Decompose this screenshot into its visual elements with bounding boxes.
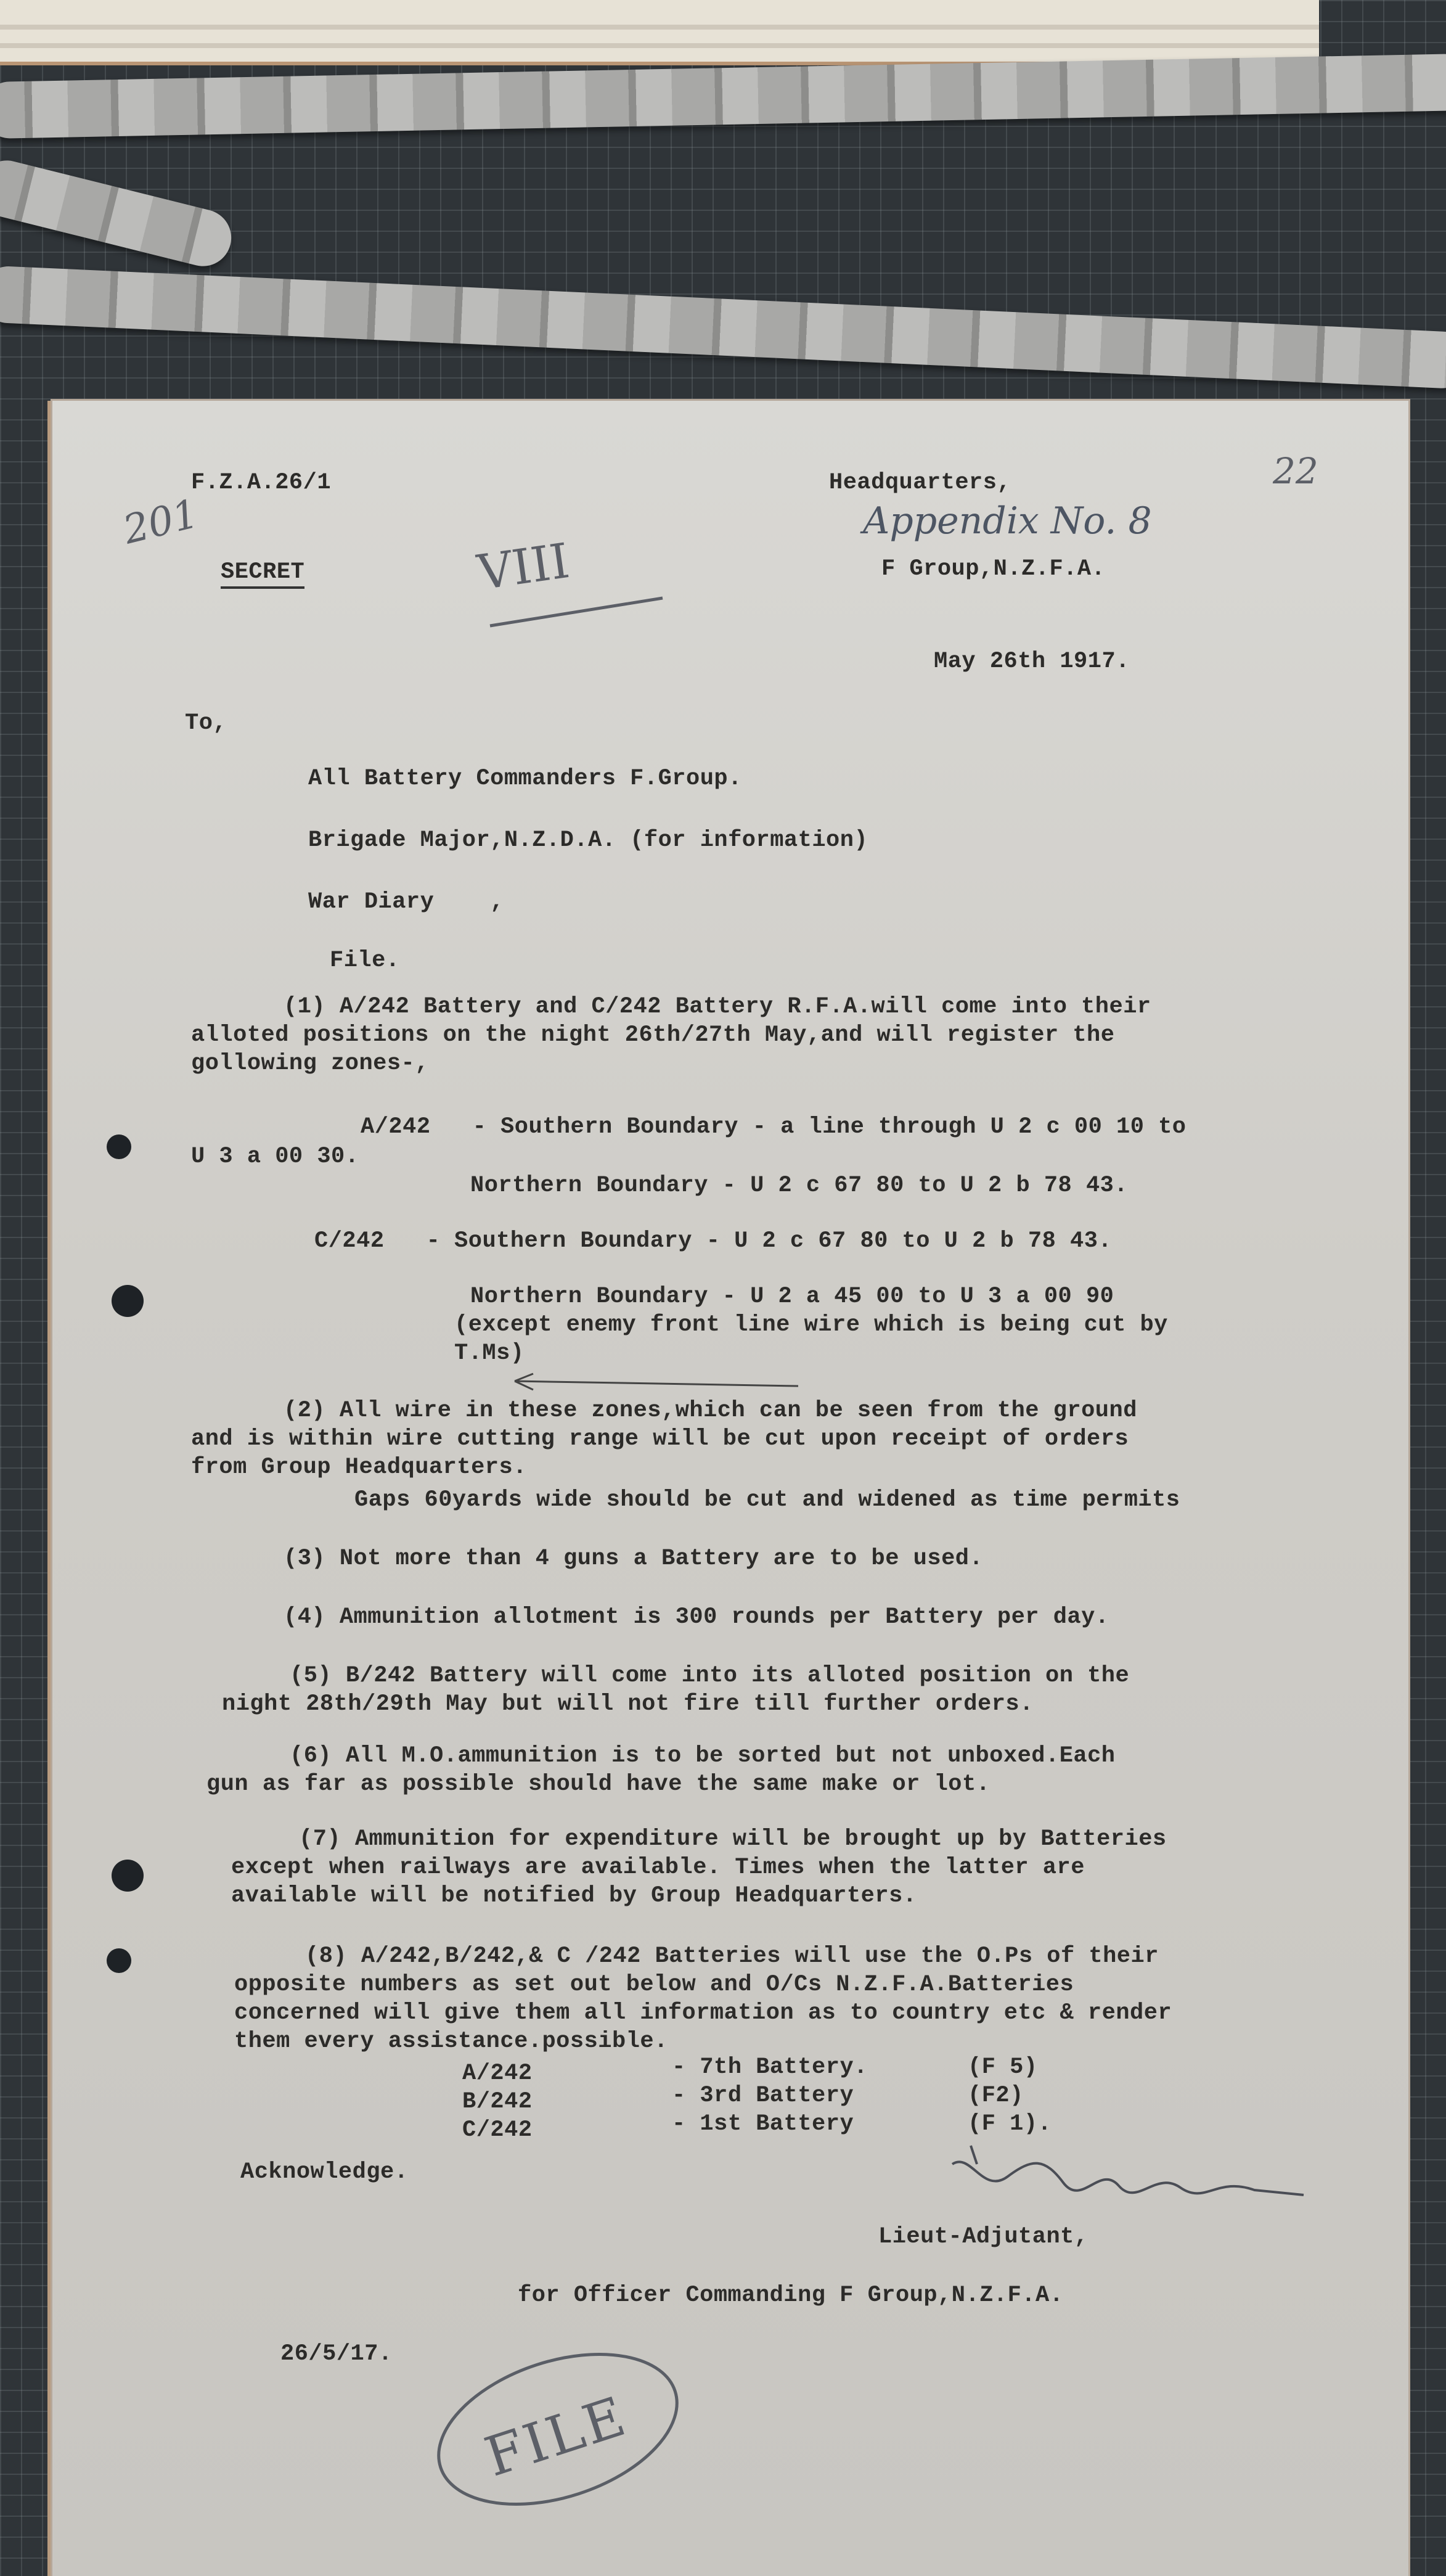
para-5-line: night 28th/29th May but will not fire till further orders. <box>222 1691 1034 1717</box>
zone-line: Northern Boundary - U 2 c 67 80 to U 2 b 78 43. <box>470 1173 1129 1199</box>
acknowledge: Acknowledge. <box>240 2159 409 2185</box>
para-2-line: from Group Headquarters. <box>191 1454 527 1480</box>
page-number: 22 <box>1273 450 1318 492</box>
op-table-nz-battery: - 7th Battery. <box>672 2054 868 2080</box>
binding-cord <box>0 54 1446 139</box>
punch-hole <box>107 1948 131 1973</box>
para-8-line: concerned will give them all information as to country etc & render <box>234 2000 1172 2026</box>
para-3: (3) Not more than 4 guns a Battery are to be used. <box>284 1546 984 1572</box>
op-table-op: (F2) <box>968 2083 1024 2109</box>
zone-line: C/242 - Southern Boundary - U 2 c 67 80 to U 2 b 78 43. <box>314 1228 1113 1254</box>
file-stamp-text: FILE <box>477 2384 635 2489</box>
footer-date: 26/5/17. <box>280 2341 393 2367</box>
para-4: (4) Ammunition allotment is 300 rounds per Battery per day. <box>284 1604 1109 1630</box>
para-7-line: available will be notified by Group Headquarters. <box>231 1883 917 1909</box>
para-1-line: gollowing zones-, <box>191 1051 429 1077</box>
roman-numeral-note: VIII <box>474 533 573 601</box>
para-8-line: them every assistance.possible. <box>234 2028 668 2054</box>
to-label: To, <box>185 710 227 736</box>
folio-number: 201 <box>118 491 203 554</box>
classification-marking: SECRET <box>221 558 304 589</box>
recipient: War Diary , <box>308 889 504 915</box>
para-1-line: (1) A/242 Battery and C/242 Battery R.F.A.will come into their <box>284 994 1151 1020</box>
punch-hole <box>112 1860 144 1892</box>
op-table-battery: C/242 <box>462 2117 533 2143</box>
hq-line-2: F Group,N.Z.F.A. <box>881 556 1106 582</box>
para-2-line: (2) All wire in these zones,which can be seen from the ground <box>284 1398 1137 1424</box>
signatory-title: Lieut-Adjutant, <box>878 2224 1089 2250</box>
zone-line: U 3 a 00 30. <box>191 1144 359 1170</box>
zone-line: A/242 - Southern Boundary - a line through U 2 c 00 10 to <box>361 1114 1187 1140</box>
hq-line-1: Headquarters, <box>829 470 1011 496</box>
para-1-line: alloted positions on the night 26th/27th May,and will register the <box>191 1022 1115 1048</box>
para-8-line: (8) A/242,B/242,& C /242 Batteries will use the O.Ps of their <box>305 1943 1159 1969</box>
punch-hole <box>107 1134 131 1159</box>
op-table-nz-battery: - 3rd Battery <box>672 2083 854 2109</box>
sheet-edge <box>0 43 1319 48</box>
top-folder-sheet <box>0 0 1319 65</box>
appendix-note: Appendix No. 8 <box>863 499 1152 543</box>
para-5-line: (5) B/242 Battery will come into its alloted position on the <box>290 1663 1130 1689</box>
zone-line: T.Ms) <box>454 1340 525 1366</box>
recipient: File. <box>330 948 400 974</box>
binding-cord <box>0 155 237 273</box>
para-2-line: Gaps 60yards wide should be cut and widened as time permits <box>354 1487 1180 1513</box>
signature <box>934 2139 1316 2220</box>
document-page <box>52 401 1408 2576</box>
para-7-line: except when railways are available. Times when the latter are <box>231 1855 1085 1881</box>
recipient: All Battery Commanders F.Group. <box>308 766 742 792</box>
pencil-stroke <box>478 586 675 635</box>
op-table-battery: A/242 <box>462 2061 533 2086</box>
reference-number: F.Z.A.26/1 <box>191 470 332 496</box>
para-6-line: gun as far as possible should have the same make or lot. <box>206 1771 991 1797</box>
sheet-edge <box>0 25 1319 30</box>
signatory-for: for Officer Commanding F Group,N.Z.F.A. <box>518 2283 1064 2308</box>
punch-hole <box>112 1285 144 1317</box>
para-2-line: and is within wire cutting range will be cut upon receipt of orders <box>191 1426 1129 1452</box>
binding-cord <box>0 265 1446 390</box>
zone-line: (except enemy front line wire which is being cut by <box>454 1312 1168 1338</box>
op-table-op: (F 1). <box>968 2111 1052 2137</box>
document-date: May 26th 1917. <box>934 649 1130 675</box>
para-7-line: (7) Ammunition for expenditure will be brought up by Batteries <box>299 1826 1167 1852</box>
op-table-nz-battery: - 1st Battery <box>672 2111 854 2137</box>
para-8-line: opposite numbers as set out below and O/Cs N.Z.F.A.Batteries <box>234 1972 1074 1998</box>
para-6-line: (6) All M.O.ammunition is to be sorted but not unboxed.Each <box>290 1743 1116 1769</box>
recipient: Brigade Major,N.Z.D.A. (for information) <box>308 827 868 853</box>
op-table-battery: B/242 <box>462 2089 533 2115</box>
zone-line: Northern Boundary - U 2 a 45 00 to U 3 a 00 90 <box>470 1284 1114 1310</box>
op-table-op: (F 5) <box>968 2054 1038 2080</box>
